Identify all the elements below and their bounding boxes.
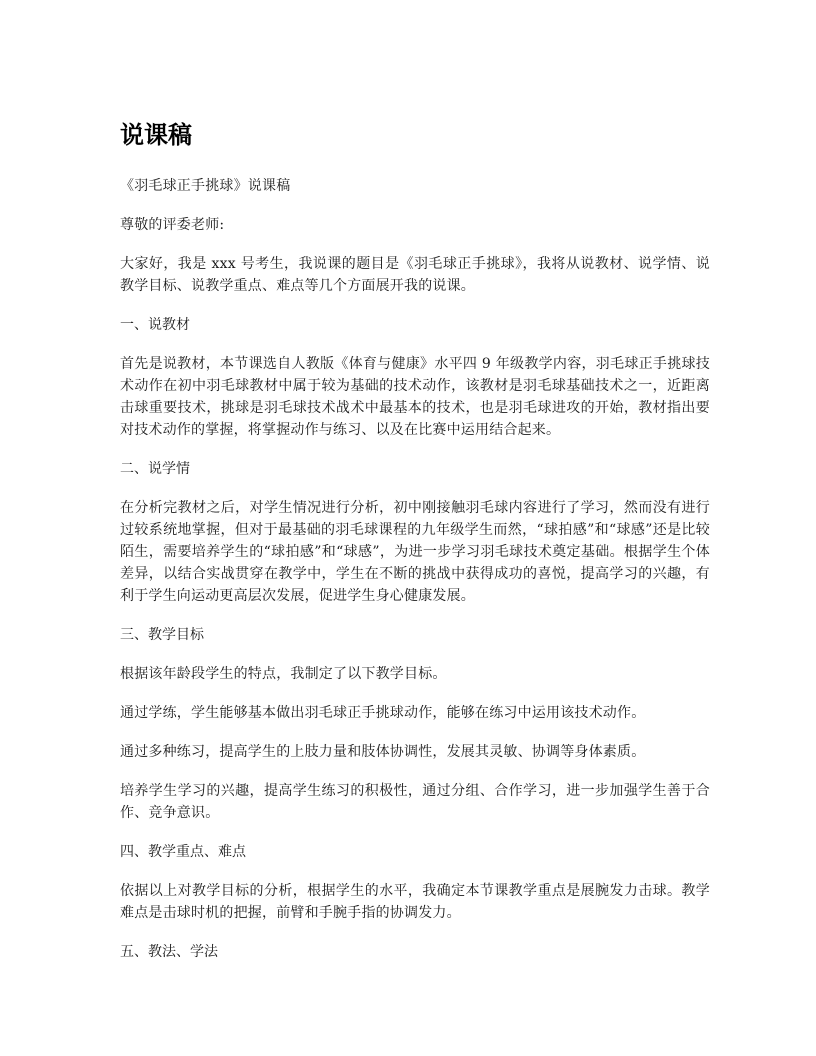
objective-3: 培养学生学习的兴趣，提高学生练习的积极性，通过分组、合作学习，进一步加强学生善于合作、竞争意识。 xyxy=(120,783,710,821)
key-points-paragraph: 依据以上对教学目标的分析，根据学生的水平，我确定本节课教学重点是展腕发力击球。教学难点是击球时机的把握，前臂和手腕手指的协调发力。 xyxy=(120,883,710,921)
textbook-paragraph: 首先是说教材，本节课选自人教版《体育与健康》水平四 9 年级教学内容，羽毛球正手挑球技术动作在初中羽毛球教材中属于较为基础的技术动作，该教材是羽毛球基础技术之一，近距离击球重要技术，挑球是羽毛球技术战术中最基本的技术，也是羽毛球进攻的开始，教材指出要对技术动作的掌握，将掌握动作与练习、以及在比赛中运用结合起来。 xyxy=(120,356,710,438)
objectives-intro: 根据该年龄段学生的特点，我制定了以下教学目标。 xyxy=(120,666,447,682)
document-body xyxy=(120,118,710,980)
lesson-title: 《羽毛球正手挑球》说课稿 xyxy=(120,178,291,194)
section-heading-students: 二、说学情 xyxy=(120,461,190,477)
section-heading-textbook: 一、说教材 xyxy=(120,317,190,333)
students-paragraph: 在分析完教材之后，对学生情况进行分析，初中刚接触羽毛球内容进行了学习，然而没有进行过较系统地掌握，但对于最基础的羽毛球课程的九年级学生而然，“球拍感”和“球感”还是比较陌生，需要培养学生的“球拍感”和“球感”，为进一步学习羽毛球技术奠定基础。根据学生个体差异，以结合实战贯穿在教学中，学生在不断的挑战中获得成功的喜悦，提高学习的兴趣，有利于学生向运动更高层次发展，促进学生身心健康发展。 xyxy=(120,500,710,604)
section-heading-methods: 五、教法、学法 xyxy=(120,944,218,960)
objective-1: 通过学练，学生能够基本做出羽毛球正手挑球动作，能够在练习中运用该技术动作。 xyxy=(120,705,646,721)
objective-2: 通过多种练习，提高学生的上肢力量和肢体协调性，发展其灵敏、协调等身体素质。 xyxy=(120,744,646,760)
document-title: 说课稿 xyxy=(120,121,192,149)
greeting: 尊敬的评委老师: xyxy=(120,217,225,233)
intro-paragraph: 大家好，我是 xxx 号考生，我说课的题目是《羽毛球正手挑球》，我将从说教材、说学情、说教学目标、说教学重点、难点等几个方面展开我的说课。 xyxy=(120,256,710,294)
section-heading-objectives: 三、教学目标 xyxy=(120,627,204,643)
section-heading-key-points: 四、教学重点、难点 xyxy=(120,844,246,860)
